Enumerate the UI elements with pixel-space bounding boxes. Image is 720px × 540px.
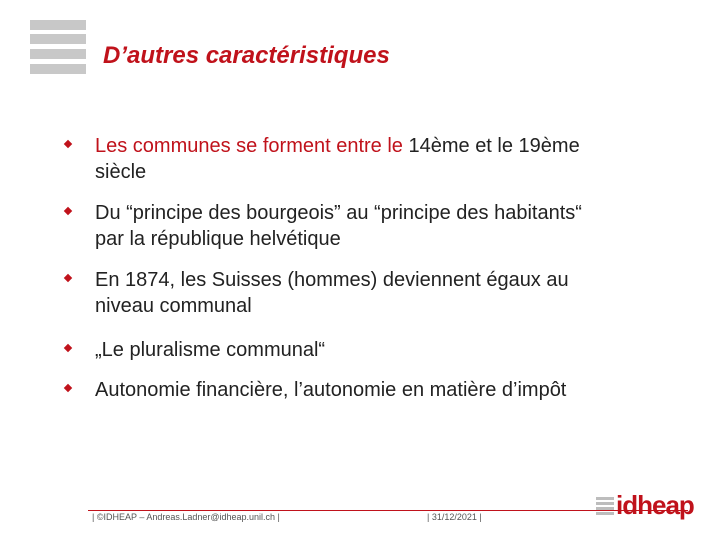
line-text: siècle <box>95 161 147 183</box>
bullet-text <box>95 377 695 403</box>
logo-bars-icon <box>596 497 614 515</box>
bullet-line <box>95 159 695 185</box>
highlight-text: Les communes se forment entre le <box>95 135 403 157</box>
bullet-line <box>95 337 695 363</box>
slide-title: D’autres caractéristiques <box>103 42 390 69</box>
bullet-line <box>95 133 695 159</box>
line-text: En 1874, les Suisses (hommes) deviennent égaux au <box>95 269 569 291</box>
bullet-diamond-icon <box>64 207 72 215</box>
footer-credit: | ©IDHEAP – Andreas.Ladner@idheap.unil.ch | <box>92 512 280 522</box>
line-text: Autonomie financière, l’autonomie en matière d’impôt <box>95 379 567 401</box>
bullet-text <box>95 267 695 319</box>
logo-bar <box>30 64 86 74</box>
idheap-logo <box>596 490 696 522</box>
logo-bar <box>30 20 86 30</box>
line-text: niveau communal <box>95 295 252 317</box>
footer-date: | 31/12/2021 | <box>427 512 482 522</box>
logo-bars <box>30 20 86 76</box>
logo-bar <box>30 34 86 44</box>
bullet-diamond-icon <box>64 384 72 392</box>
bullet-diamond-icon <box>64 140 72 148</box>
line-text: Du “principe des bourgeois” au “principe des habitants“ <box>95 202 582 224</box>
logo-bar <box>30 49 86 59</box>
bullet-line <box>95 200 695 226</box>
bullet-line <box>95 267 695 293</box>
bullet-text <box>95 200 695 252</box>
bullet-text <box>95 337 695 363</box>
bullet-text <box>95 133 695 185</box>
brand-wordmark: idheap <box>616 490 694 520</box>
bullet-line <box>95 377 695 403</box>
bullet-diamond-icon <box>64 344 72 352</box>
bullet-line <box>95 293 695 319</box>
line-text: 14ème et le 19ème <box>402 135 580 157</box>
bullet-diamond-icon <box>64 274 72 282</box>
line-text: „Le pluralisme communal“ <box>95 339 326 361</box>
line-text: par la république helvétique <box>95 228 341 250</box>
bullet-line <box>95 226 695 252</box>
